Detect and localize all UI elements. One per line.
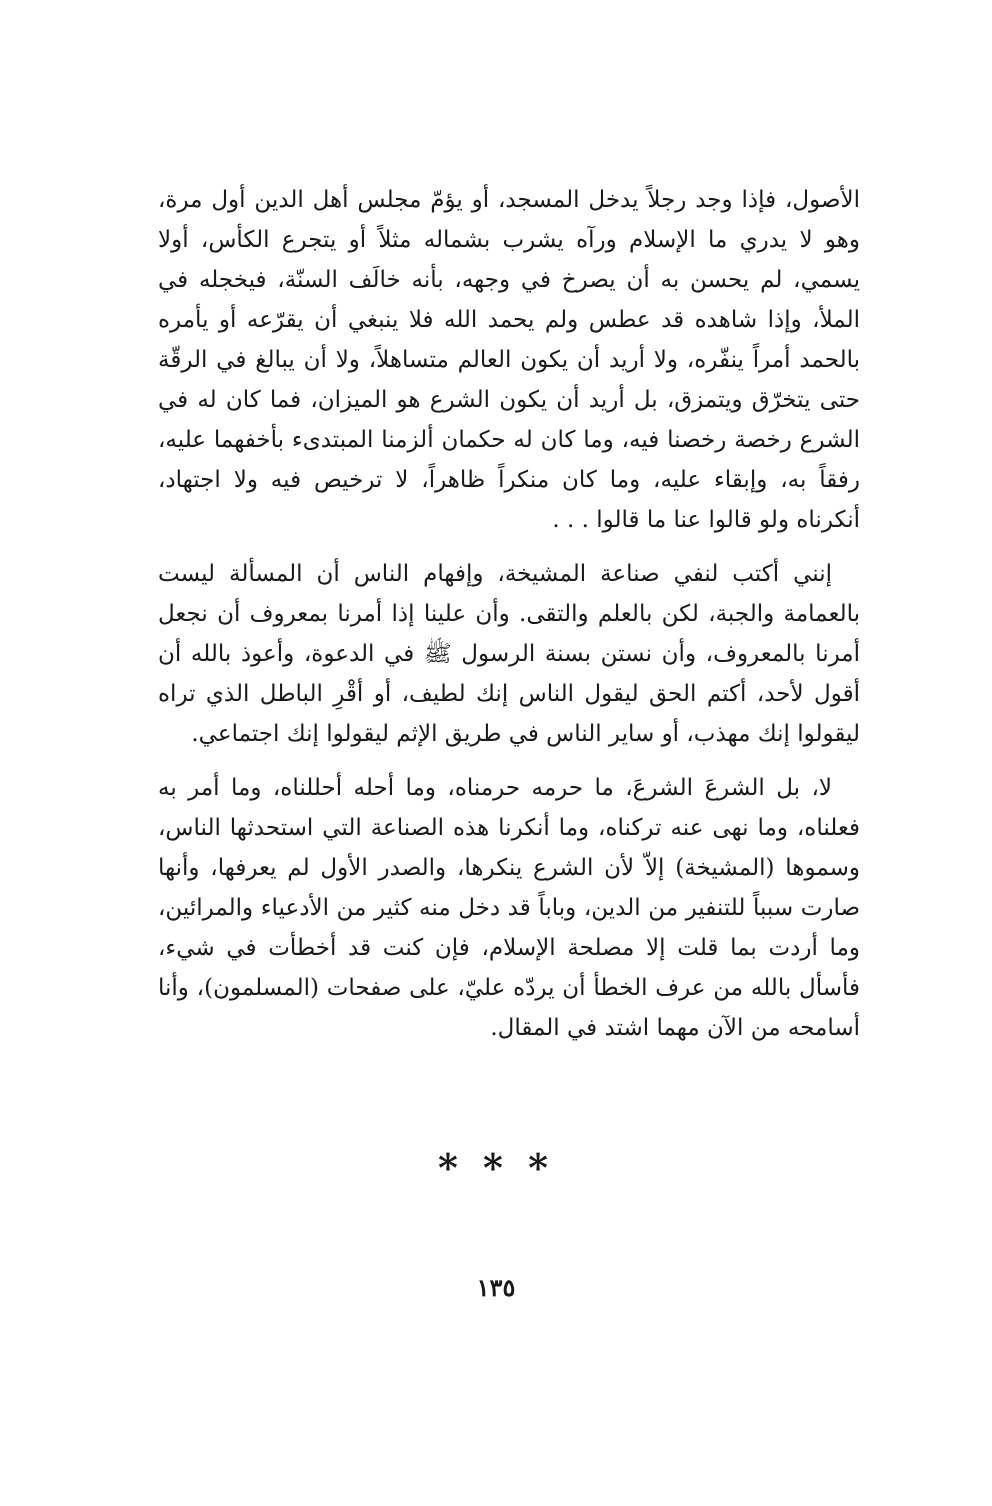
page-number: ١٣٥ [476,1273,516,1302]
body-text [158,180,860,1062]
paragraph-1: الأصول، فإذا وجد رجلاً يدخل المسجد، أو يؤمّ مجلس أهل الدين أول مرة، وهو لا يدري ما الإسلام ورآه يشرب بشماله مثلاً أو يتجرع الكأس، أولا يسمي، لم يحسن به أن يصرخ في وجهه، بأنه خالَف السنّة، فيخجله في الملأ، وإذا شاهده قد عطس ولم يحمد الله فلا ينبغي أن يقرّعه أو يأمره بالحمد أمراً ينفّره، ولا أريد أن يكون العالم متساهلاً، ولا أن يبالغ في الرقّة حتى يتخرّق ويتمزق، بل أريد أن يكون الشرع هو الميزان، فما كان له في الشرع رخصة رخصنا فيه، وما كان له حكمان ألزمنا المبتدىء بأخفهما عليه، رفقاً به، وإبقاء عليه، وما كان منكراً ظاهراً، لا ترخيص فيه ولا اجتهاد، أنكرناه ولو قالوا عنا ما قالوا . . . [158,187,860,533]
section-separator: * * * [437,1145,555,1190]
paragraph-2: إنني أكتب لنفي صناعة المشيخة، وإفهام الناس أن المسألة ليست بالعمامة والجبة، لكن بالعلم والتقى. وأن علينا إذا أمرنا بمعروف أن نجعل أمرنا بالمعروف، وأن نستن بسنة الرسول ﷺ في الدعوة، وأعوذ بالله أن أقول لأحد، أكتم الحق ليقول الناس إنك لطيف، أو أقْرِ الباطل الذي تراه ليقولوا إنك مهذب، أو ساير الناس في طريق الإثم ليقولوا إنك اجتماعي. [158,561,860,747]
paragraph-3: لا، بل الشرعَ الشرعَ، ما حرمه حرمناه، وما أحله أحللناه، وما أمر به فعلناه، وما نهى عنه تركناه، وما أنكرنا هذه الصناعة التي استحدثها الناس، وسموها (المشيخة) إلاّ لأن الشرع ينكرها، والصدر الأول لم يعرفها، وأنها صارت سبباً للتنفير من الدين، وباباً قد دخل منه كثير من الأدعياء والمرائين، وما أردت بما قلت إلا مصلحة الإسلام، فإن كنت قد أخطأت في شيء، فأسأل بالله من عرف الخطأ أن يردّه عليّ، على صفحات (المسلمون)، وأنا أسامحه من الآن مهما اشتد في المقال. [158,775,860,1041]
